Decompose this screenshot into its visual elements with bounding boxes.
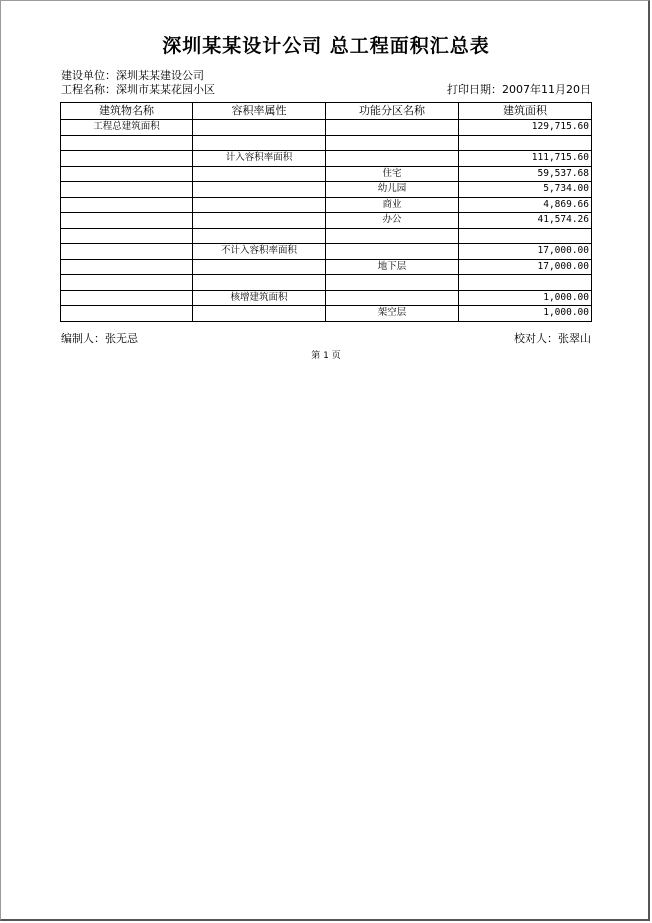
print-date-label: 打印日期：2007年11月20日 <box>447 83 591 96</box>
area-summary-table <box>60 102 592 322</box>
table-row <box>61 135 592 151</box>
cell-zone <box>326 290 459 306</box>
header-floor-area: 建筑面积 <box>459 103 592 120</box>
cell-attribute <box>193 120 326 136</box>
table-row <box>61 151 592 167</box>
table-row <box>61 275 592 291</box>
cell-attribute <box>193 213 326 229</box>
cell-zone: 住宅 <box>326 166 459 182</box>
page-number: 第 1 页 <box>311 351 341 361</box>
builder-label: 建设单位：深圳某某建设公司 <box>61 69 204 82</box>
report-title: 深圳某某设计公司 总工程面积汇总表 <box>162 35 490 57</box>
editor-label: 编制人：张无忌 <box>61 332 138 345</box>
cell-attribute <box>193 228 326 244</box>
cell-building <box>61 275 193 291</box>
cell-zone: 幼儿园 <box>326 182 459 198</box>
cell-attribute <box>193 275 326 291</box>
cell-attribute <box>193 182 326 198</box>
cell-area: 111,715.60 <box>459 151 592 167</box>
cell-area <box>459 228 592 244</box>
table-row <box>61 244 592 260</box>
meta-builder-row <box>61 69 591 83</box>
meta-project-row <box>61 83 591 97</box>
cell-area: 1,000.00 <box>459 290 592 306</box>
cell-building <box>61 135 193 151</box>
cell-building <box>61 182 193 198</box>
cell-area: 4,869.66 <box>459 197 592 213</box>
cell-building <box>61 306 193 322</box>
cell-zone: 办公 <box>326 213 459 229</box>
cell-area <box>459 135 592 151</box>
cell-area: 5,734.00 <box>459 182 592 198</box>
cell-zone <box>326 151 459 167</box>
cell-zone: 地下层 <box>326 259 459 275</box>
header-building-name: 建筑物名称 <box>61 103 193 120</box>
cell-attribute <box>193 166 326 182</box>
cell-building <box>61 290 193 306</box>
header-function-zone: 功能分区名称 <box>326 103 459 120</box>
cell-zone <box>326 244 459 260</box>
cell-zone <box>326 275 459 291</box>
cell-building <box>61 197 193 213</box>
table-row <box>61 290 592 306</box>
cell-building <box>61 228 193 244</box>
table-row <box>61 213 592 229</box>
cell-attribute <box>193 135 326 151</box>
table-row <box>61 228 592 244</box>
cell-building <box>61 244 193 260</box>
cell-zone <box>326 120 459 136</box>
cell-attribute <box>193 259 326 275</box>
report-footer <box>61 330 591 346</box>
table-row <box>61 306 592 322</box>
cell-area: 17,000.00 <box>459 244 592 260</box>
cell-attribute: 不计入容积率面积 <box>193 244 326 260</box>
cell-attribute: 计入容积率面积 <box>193 151 326 167</box>
cell-attribute <box>193 306 326 322</box>
cell-attribute <box>193 197 326 213</box>
cell-building <box>61 259 193 275</box>
cell-zone <box>326 135 459 151</box>
cell-zone: 架空层 <box>326 306 459 322</box>
cell-area: 41,574.26 <box>459 213 592 229</box>
checker-label: 校对人：张翠山 <box>514 332 591 345</box>
cell-area <box>459 275 592 291</box>
cell-attribute: 核增建筑面积 <box>193 290 326 306</box>
cell-building <box>61 166 193 182</box>
table-header-row <box>61 103 592 120</box>
table-row <box>61 197 592 213</box>
cell-area: 59,537.68 <box>459 166 592 182</box>
project-label: 工程名称：深圳市某某花园小区 <box>61 83 215 96</box>
header-far-attribute: 容积率属性 <box>193 103 326 120</box>
cell-area: 129,715.60 <box>459 120 592 136</box>
cell-area: 1,000.00 <box>459 306 592 322</box>
table-row <box>61 182 592 198</box>
cell-building <box>61 151 193 167</box>
table-row <box>61 166 592 182</box>
cell-zone: 商业 <box>326 197 459 213</box>
cell-building <box>61 213 193 229</box>
table-row <box>61 259 592 275</box>
cell-building: 工程总建筑面积 <box>61 120 193 136</box>
cell-area: 17,000.00 <box>459 259 592 275</box>
cell-zone <box>326 228 459 244</box>
table-row <box>61 120 592 136</box>
